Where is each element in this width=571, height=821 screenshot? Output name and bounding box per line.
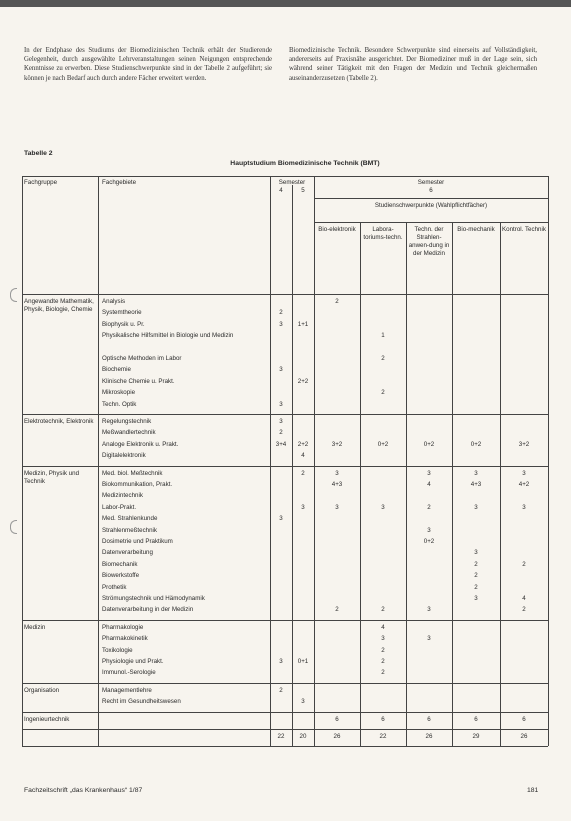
row-sem-5: 0+1 <box>297 658 309 665</box>
footer-source: Fachzeitschrift „das Krankenhaus“ 1/87 <box>24 787 143 794</box>
row-value: 3 <box>474 503 478 511</box>
header-semester-right: Semester <box>417 179 445 186</box>
table-rule <box>452 222 453 746</box>
punch-mark <box>10 288 17 302</box>
row-value: 4+2 <box>518 481 530 488</box>
group-name: Angewandte Mathematik, Physik, Biologie, Chemie <box>24 298 94 314</box>
row-fachgebiet: Meßwandlertechnik <box>102 429 156 437</box>
header-schwerpunkt-col: Bio-​mechanik <box>457 226 495 233</box>
row-fachgebiet: Datenverarbeitung <box>102 549 153 557</box>
row-sem-5: 1+1 <box>297 320 309 328</box>
row-fachgebiet: Optische Methoden im Labor <box>102 355 182 362</box>
page-number: 181 <box>527 787 539 794</box>
row-fachgebiet: Physikalische Hilfsmittel in Biologie und Medizin <box>102 332 234 340</box>
row-fachgebiet: Biochemie <box>102 366 131 374</box>
row-fachgebiet: Datenverarbeitung in der Medizin <box>102 606 194 614</box>
row-value: 4 <box>427 481 431 488</box>
row-value: 3 <box>474 595 478 602</box>
group-name: Elektrotechnik, Elektronik <box>24 418 94 425</box>
total-value: 22 <box>379 733 387 740</box>
header-sem-6: 6 <box>429 187 433 194</box>
row-value: 4 <box>522 595 526 602</box>
row-value: 0+2 <box>377 440 389 448</box>
row-value: 3 <box>427 635 431 643</box>
row-sem-5: 2+2 <box>297 377 309 385</box>
row-sem-4: 3 <box>279 366 283 374</box>
row-value: 0+2 <box>423 538 435 545</box>
row-fachgebiet: Toxikologie <box>102 646 133 654</box>
total-sem-5: 20 <box>299 733 307 740</box>
curriculum-table <box>22 176 548 768</box>
row-value: 2 <box>474 583 478 591</box>
row-value: 2 <box>381 389 385 397</box>
header-schwerpunkt-col: Bio-​elektronik <box>318 226 356 233</box>
table-rule <box>22 414 548 415</box>
header-fachgebiete: Fachgebiete <box>102 179 137 186</box>
row-sem-4: 3+4 <box>275 440 287 448</box>
header-schwerpunkt-col: Techn. der Strahlen-​anwen-​dung in der Medizin <box>408 226 450 258</box>
row-value: 2 <box>427 503 431 511</box>
row-fachgebiet: Immunol.-Serologie <box>102 669 156 677</box>
total-value: 29 <box>472 733 480 740</box>
row-fachgebiet: Med. Strahlenkunde <box>102 515 158 523</box>
row-fachgebiet: Managementlehre <box>102 686 152 694</box>
row-value: 6 <box>335 715 339 723</box>
table-rule <box>22 712 548 713</box>
row-value: 3 <box>522 503 526 511</box>
header-semester-left: Semester <box>278 179 306 186</box>
row-value: 2 <box>335 298 339 305</box>
row-sem-5: 4 <box>301 452 305 460</box>
row-fachgebiet: Biophysik u. Pr. <box>102 320 145 328</box>
row-fachgebiet: Med. biol. Meßtechnik <box>102 469 163 477</box>
row-sem-5: 3 <box>301 503 305 511</box>
row-fachgebiet: Prothetik <box>102 583 127 591</box>
row-fachgebiet: Digitalelektronik <box>102 452 146 460</box>
row-value: 3+2 <box>331 440 343 448</box>
row-fachgebiet: Medizintechnik <box>102 492 143 500</box>
row-value: 2 <box>474 572 478 580</box>
row-value: 6 <box>427 715 431 723</box>
table-label: Tabelle 2 <box>24 150 53 157</box>
table-rule <box>22 746 548 747</box>
group-name: Ingenieurtechnik <box>24 715 70 723</box>
row-value: 2 <box>381 658 385 665</box>
row-fachgebiet: Biowerkstoffe <box>102 572 140 580</box>
row-value: 2 <box>381 669 385 677</box>
row-fachgebiet: Labor-Prakt. <box>102 503 137 511</box>
table-rule <box>22 466 548 467</box>
row-value: 4+3 <box>470 481 482 488</box>
row-value: 3+2 <box>518 440 530 448</box>
row-value: 0+2 <box>423 440 435 448</box>
table-rule <box>360 222 361 746</box>
table-rule <box>98 176 99 746</box>
row-sem-4: 2 <box>279 429 283 437</box>
row-sem-4: 2 <box>279 309 283 317</box>
row-fachgebiet: Techn. Optik <box>102 400 137 408</box>
table-rule <box>292 185 293 746</box>
table-rule <box>22 176 548 177</box>
row-fachgebiet: Strömungstechnik und Hämodynamik <box>102 595 205 602</box>
header-sem-5: 5 <box>301 187 305 194</box>
row-value: 3 <box>522 469 526 477</box>
row-sem-4: 3 <box>279 515 283 523</box>
table-rule <box>22 683 548 684</box>
row-value: 2 <box>381 646 385 654</box>
row-value: 2 <box>474 560 478 568</box>
row-sem-4: 2 <box>279 686 283 694</box>
row-fachgebiet: Recht im Gesundheitswesen <box>102 698 181 706</box>
row-value: 2 <box>335 606 339 614</box>
row-value: 3 <box>474 469 478 477</box>
row-value: 0+2 <box>470 440 482 448</box>
row-value: 3 <box>335 469 339 477</box>
table-rule <box>314 198 548 199</box>
row-value: 2 <box>381 355 385 362</box>
row-sem-4: 3 <box>279 400 283 408</box>
row-value: 1 <box>381 332 385 340</box>
row-value: 6 <box>522 715 526 723</box>
row-fachgebiet: Mikroskopie <box>102 389 136 397</box>
row-value: 3 <box>381 635 385 643</box>
table-title: Hauptstudium Biomedizinische Technik (BMT) <box>230 160 380 167</box>
row-fachgebiet: Analysis <box>102 298 126 305</box>
table-rule <box>406 222 407 746</box>
row-value: 4 <box>381 623 385 631</box>
header-schwerpunkte: Studienschwerpunkte (Wahlpflichtfächer) <box>374 202 488 209</box>
row-fachgebiet: Systemtheorie <box>102 309 142 317</box>
row-sem-5: 2 <box>301 469 305 477</box>
row-fachgebiet: Biokommunikation, Prakt. <box>102 481 173 488</box>
group-name: Medizin, Physik und Technik <box>24 469 80 485</box>
row-value: 6 <box>474 715 478 723</box>
row-fachgebiet: Biomechanik <box>102 560 138 568</box>
total-value: 26 <box>425 733 433 740</box>
row-value: 3 <box>474 549 478 557</box>
row-fachgebiet: Dosimetrie und Praktikum <box>102 538 173 545</box>
row-value: 3 <box>381 503 385 511</box>
group-name: Medizin <box>24 623 46 631</box>
total-value: 26 <box>520 733 528 740</box>
row-value: 2 <box>522 560 526 568</box>
row-fachgebiet: Klinische Chemie u. Prakt. <box>102 377 175 385</box>
punch-mark <box>10 520 17 534</box>
row-fachgebiet: Physiologie und Prakt. <box>102 658 164 665</box>
row-sem-4: 3 <box>279 658 283 665</box>
row-value: 2 <box>522 606 526 614</box>
header-sem-4: 4 <box>279 187 283 194</box>
row-value: 6 <box>381 715 385 723</box>
intro-text-left: In der Endphase des Studiums der Biomedizinischen Technik erhält der Studierende Gelegenheit, durch ausgewählte Lehrveranstaltungen seinen Neigungen entsprechende Kenntnisse zu erwerben. Diese Studienschwerpunkte sind in der Tabelle 2 aufgeführt; sie können je nach Bedarf auch durch andere Fächer erweitert werden. <box>24 47 272 82</box>
row-sem-5: 2+2 <box>297 440 309 448</box>
row-sem-4: 3 <box>279 320 283 328</box>
scan-edge <box>0 0 571 7</box>
row-value: 3 <box>427 469 431 477</box>
row-value: 3 <box>427 526 431 534</box>
table-rule <box>270 176 271 746</box>
table-rule <box>22 176 23 746</box>
row-fachgebiet: Strahlenmeßtechnik <box>102 526 158 534</box>
header-schwerpunkt-col: Kontrol. Technik <box>502 226 546 233</box>
row-value: 3 <box>335 503 339 511</box>
header-schwerpunkt-col: Labora-​toriums-​techn. <box>363 226 403 242</box>
total-value: 26 <box>333 733 341 740</box>
table-rule <box>22 729 548 730</box>
row-fachgebiet: Pharmakologie <box>102 623 144 631</box>
intro-text-right: Biomedizinische Technik. Besondere Schwerpunkte sind einerseits auf Vollständigkeit, andererseits auf Praxisnähe ausgerichtet. Der Biomediziner muß in der Lage sein, sich während seiner Tätigkeit mit den Fragen der Medizin und Technik gleichermaßen auseinanderzusetzen (Tabelle 2). <box>289 47 537 82</box>
row-fachgebiet: Pharmakokinetik <box>102 635 148 643</box>
row-fachgebiet: Regelungstechnik <box>102 418 152 425</box>
table-rule <box>314 176 315 746</box>
row-value: 3 <box>427 606 431 614</box>
table-rule <box>22 294 548 295</box>
row-value: 4+3 <box>331 481 343 488</box>
table-rule <box>314 222 548 223</box>
row-value: 2 <box>381 606 385 614</box>
table-rule <box>548 176 549 746</box>
table-rule <box>500 222 501 746</box>
total-sem-4: 22 <box>277 733 285 740</box>
row-sem-4: 3 <box>279 418 283 425</box>
table-rule <box>22 620 548 621</box>
row-fachgebiet: Analoge Elektronik u. Prakt. <box>102 440 179 448</box>
group-name: Organisation <box>24 686 60 694</box>
row-sem-5: 3 <box>301 698 305 706</box>
header-fachgruppe: Fachgruppe <box>24 179 58 186</box>
